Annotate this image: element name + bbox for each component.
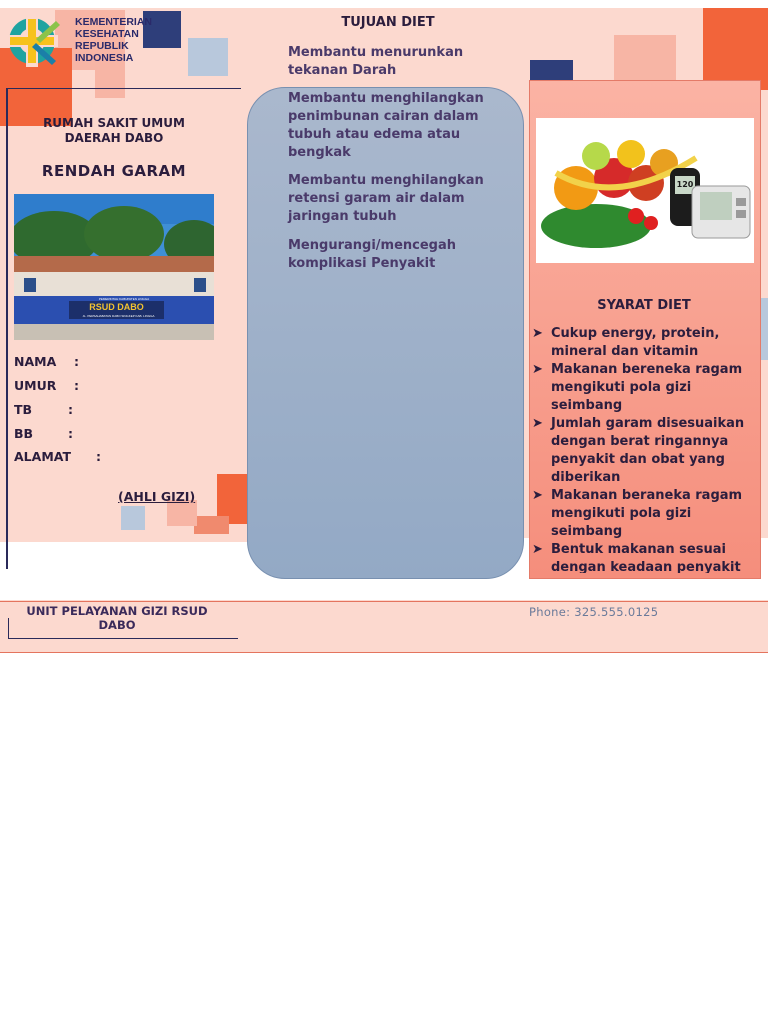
syarat-item	[532, 415, 757, 487]
footer-divider-tick	[8, 618, 9, 639]
field-label: BB	[14, 426, 34, 441]
field-label: TB	[14, 402, 33, 417]
ministry-line: REPUBLIK	[75, 40, 129, 52]
syarat-item	[532, 487, 757, 541]
nutritionist-signature-label: (AHLI GIZI)	[118, 489, 196, 504]
syarat-diet-list	[532, 325, 757, 573]
arrowhead-bullet-icon: ➤	[532, 488, 543, 503]
ministry-line: KEMENTERIAN	[75, 16, 153, 28]
fruits-and-meter-photo	[536, 118, 754, 263]
sign-bottom-text: JL. PERSAHABATAN DABO SINGKEP KAB. LINGGA	[82, 314, 155, 318]
footer-phone: Phone: 325.555.0125	[529, 605, 659, 619]
syarat-item	[532, 361, 757, 415]
footer-unit-line: DABO	[98, 618, 136, 632]
syarat-item	[532, 541, 757, 573]
ministry-name	[75, 16, 152, 64]
syarat-item-text: Bentuk makanan sesuai dengan keadaan penyakit	[551, 542, 741, 573]
syarat-item-text: Makanan bereneka ragam mengikuti pola gizi seimbang	[551, 362, 743, 413]
hospital-photo	[14, 194, 214, 340]
footer-divider	[8, 638, 238, 639]
form-field-umur	[14, 378, 79, 393]
diet-name: RENDAH GARAM	[41, 162, 187, 180]
hospital-line: DAERAH DABO	[64, 131, 164, 145]
footer-unit-line: UNIT PELAYANAN GIZI RSUD	[26, 604, 208, 618]
syarat-item-text: Cukup energy, protein, mineral dan vitamin	[551, 326, 720, 359]
ministry-line: INDONESIA	[75, 52, 134, 64]
hospital-name	[14, 116, 214, 146]
form-field-bb	[14, 426, 73, 441]
field-separator: :	[68, 426, 73, 441]
tujuan-item: Membantu menghilangkan retensi garam air dalam jaringan tubuh	[288, 173, 484, 224]
arrowhead-bullet-icon: ➤	[532, 362, 543, 377]
tujuan-item: Membantu menghilangkan penimbunan cairan dalam tubuh atau edema atau bengkak	[288, 91, 484, 160]
field-label: ALAMAT	[14, 449, 71, 464]
arrowhead-bullet-icon: ➤	[532, 416, 543, 431]
form-field-alamat	[14, 449, 101, 464]
field-label: NAMA	[14, 354, 57, 369]
syarat-item-text: Jumlah garam disesuaikan dengan berat ringannya penyakit dan obat yang diberikan	[551, 416, 745, 485]
form-field-tb	[14, 402, 73, 417]
field-label: UMUR	[14, 378, 57, 393]
glucose-meter-reading: 120	[676, 180, 694, 189]
form-field-nama	[14, 354, 79, 369]
field-separator: :	[74, 354, 79, 369]
syarat-diet-title: SYARAT DIET	[597, 298, 691, 313]
footer-unit-name	[8, 604, 226, 632]
field-separator: :	[96, 449, 101, 464]
field-separator: :	[74, 378, 79, 393]
tujuan-item: Membantu menurunkan tekanan Darah	[288, 45, 464, 78]
sign-name-text: RSUD DABO	[89, 302, 144, 312]
sign-top-text: PEMERINTAH KABUPATEN LINGGA	[98, 297, 150, 301]
hospital-line: RUMAH SAKIT UMUM	[43, 116, 185, 130]
tujuan-diet-title: TUJUAN DIET	[341, 15, 435, 30]
arrowhead-bullet-icon: ➤	[532, 542, 543, 557]
ministry-line: KESEHATAN	[75, 28, 139, 40]
field-separator: :	[68, 402, 73, 417]
arrowhead-bullet-icon: ➤	[532, 326, 543, 341]
syarat-item-text: Makanan beraneka ragam mengikuti pola gizi seimbang	[551, 488, 743, 539]
syarat-item	[532, 325, 757, 361]
tujuan-item: Mengurangi/mencegah komplikasi Penyakit	[288, 238, 456, 271]
kemenkes-logo	[6, 9, 72, 73]
